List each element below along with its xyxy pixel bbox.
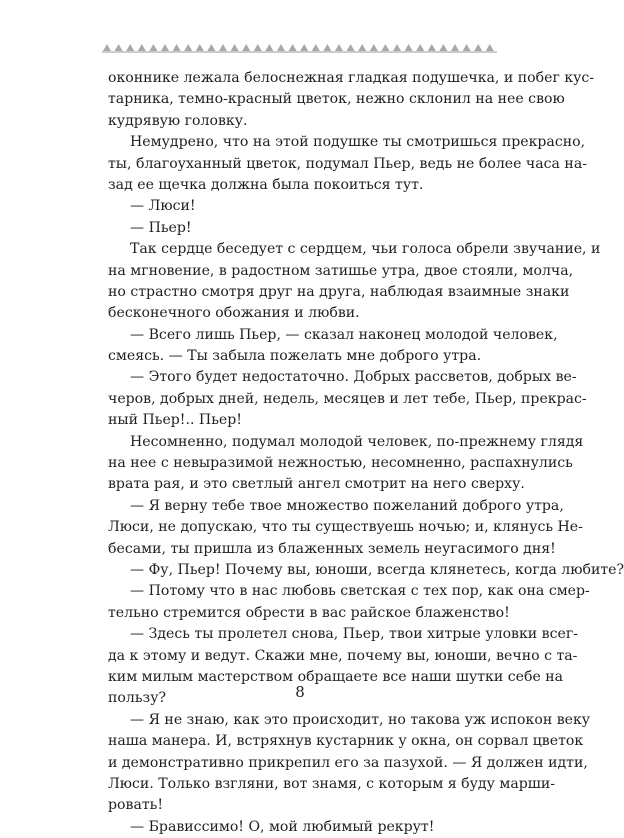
text-line: — Этого будет недостаточно. Добрых рассветов, добрых ве- xyxy=(130,369,577,386)
ornament-triangle xyxy=(312,44,320,51)
text-line: на мгновение, в радостном затишье утра, двое стояли, молча, xyxy=(108,262,574,279)
text-line: Так сердце беседует с сердцем, чьи голоса обрели звучание, и xyxy=(130,241,601,258)
ornament-triangle xyxy=(405,44,413,51)
text-line: Немудрено, что на этой подушке ты смотришься прекрасно, xyxy=(130,134,586,151)
ornament-triangle xyxy=(126,44,134,51)
ornament-triangle xyxy=(289,44,297,51)
ornament-triangle xyxy=(323,44,331,51)
text-line: кудрявую головку. xyxy=(108,112,248,129)
text-line: ный Пьер!.. Пьер! xyxy=(108,412,242,429)
ornament-triangle xyxy=(184,44,192,51)
text-line: оконнике лежала белоснежная гладкая подушечка, и побег кус- xyxy=(108,70,595,86)
text-line: Люси, не допускаю, что ты существуешь ночью; и, клянусь Не- xyxy=(108,519,583,536)
text-line: но страстно смотря друг на друга, наблюдая взаимные знаки xyxy=(108,283,570,300)
ornament-triangle xyxy=(196,44,204,51)
ornament-triangle xyxy=(138,44,146,51)
ornament-triangle xyxy=(486,44,494,51)
text-line: бесами, ты пришла из блаженных земель неугасимого дня! xyxy=(108,540,556,557)
ornament-triangle xyxy=(231,44,239,51)
text-line: — Я верну тебе твое множество пожеланий доброго утра, xyxy=(130,497,564,514)
text-line: бесконечного обожания и любви. xyxy=(108,305,360,322)
text-line: и демонстративно прикрепил его за пазухой. — Я должен идти, xyxy=(108,754,588,771)
ornament-triangle xyxy=(103,44,111,51)
ornament-triangle xyxy=(277,44,285,51)
text-line: наша манера. И, встряхнув кустарник у окна, он сорвал цветок xyxy=(108,733,584,750)
text-line: Люси. Только взгляни, вот знамя, с которым я буду марши- xyxy=(108,775,556,792)
text-line: — Люси! xyxy=(130,198,196,215)
page-number: 8 xyxy=(295,683,305,701)
text-line: ты, благоуханный цветок, подумал Пьер, ведь не более часа на- xyxy=(108,155,587,172)
ornament-triangle xyxy=(474,44,482,51)
ornament-triangle xyxy=(265,44,273,51)
text-line: Несомненно, подумал молодой человек, по-прежнему глядя xyxy=(130,433,584,450)
text-line: — Всего лишь Пьер, — сказал наконец молодой человек, xyxy=(130,326,558,343)
ornament-triangle xyxy=(428,44,436,51)
text-line: смеясь. — Ты забыла пожелать мне доброго утра. xyxy=(108,348,482,365)
text-line: ровать! xyxy=(108,797,163,814)
text-line: тельно стремится обрести в вас райское блаженство! xyxy=(108,604,510,621)
ornament-triangle xyxy=(173,44,181,51)
ornament-triangle xyxy=(254,44,262,51)
ornament-triangle xyxy=(207,44,215,51)
text-line: — Брависсимо! О, мой любимый рекрут! xyxy=(130,818,435,835)
text-line: тарника, темно-красный цветок, нежно склонил на нее свою xyxy=(108,91,565,108)
ornament-triangle xyxy=(358,44,366,51)
text-line: черов, добрых дней, недель, месяцев и лет тебе, Пьер, прекрас- xyxy=(108,390,587,407)
page-body xyxy=(108,68,624,838)
text-line: на нее с невыразимой нежностью, несомненно, распахнулись xyxy=(108,455,573,472)
text-line: — Здесь ты пролетел снова, Пьер, твои хитрые уловки всег- xyxy=(130,626,578,643)
ornament-triangle xyxy=(149,44,157,51)
text-line: зад ее щечка должна была покоиться тут. xyxy=(108,176,424,193)
text-line: да к этому и ведут. Скажи мне, почему вы, юноши, вечно с та- xyxy=(108,647,578,664)
ornament-triangle xyxy=(161,44,169,51)
text-line: ким милым мастерством обращаете все наши шутки себе на xyxy=(108,668,564,685)
ornament-triangle xyxy=(393,44,401,51)
ornament-triangle xyxy=(115,44,123,51)
ornament-triangle xyxy=(416,44,424,51)
ornament-triangle xyxy=(335,44,343,51)
ornament-triangle xyxy=(219,44,227,51)
ornament-triangle xyxy=(439,44,447,51)
ornament-triangle xyxy=(451,44,459,51)
ornament-triangle xyxy=(300,44,308,51)
ornament-triangle xyxy=(347,44,355,51)
ornament-triangle xyxy=(370,44,378,51)
text-line: врата рая, и это светлый ангел смотрит на него сверху. xyxy=(108,476,525,493)
text-line: — Пьер! xyxy=(130,219,192,236)
header-ornament xyxy=(102,40,497,54)
ornament-triangle xyxy=(242,44,250,51)
text-line: — Потому что в нас любовь светская с тех пор, как она смер- xyxy=(130,583,590,600)
text-line: пользу? xyxy=(108,690,167,707)
ornament-triangle xyxy=(381,44,389,51)
ornament-triangle xyxy=(463,44,471,51)
text-line: — Фу, Пьер! Почему вы, юноши, всегда клянетесь, когда любите? xyxy=(130,561,624,578)
text-line: — Я не знаю, как это происходит, но такова уж испокон веку xyxy=(130,711,591,728)
